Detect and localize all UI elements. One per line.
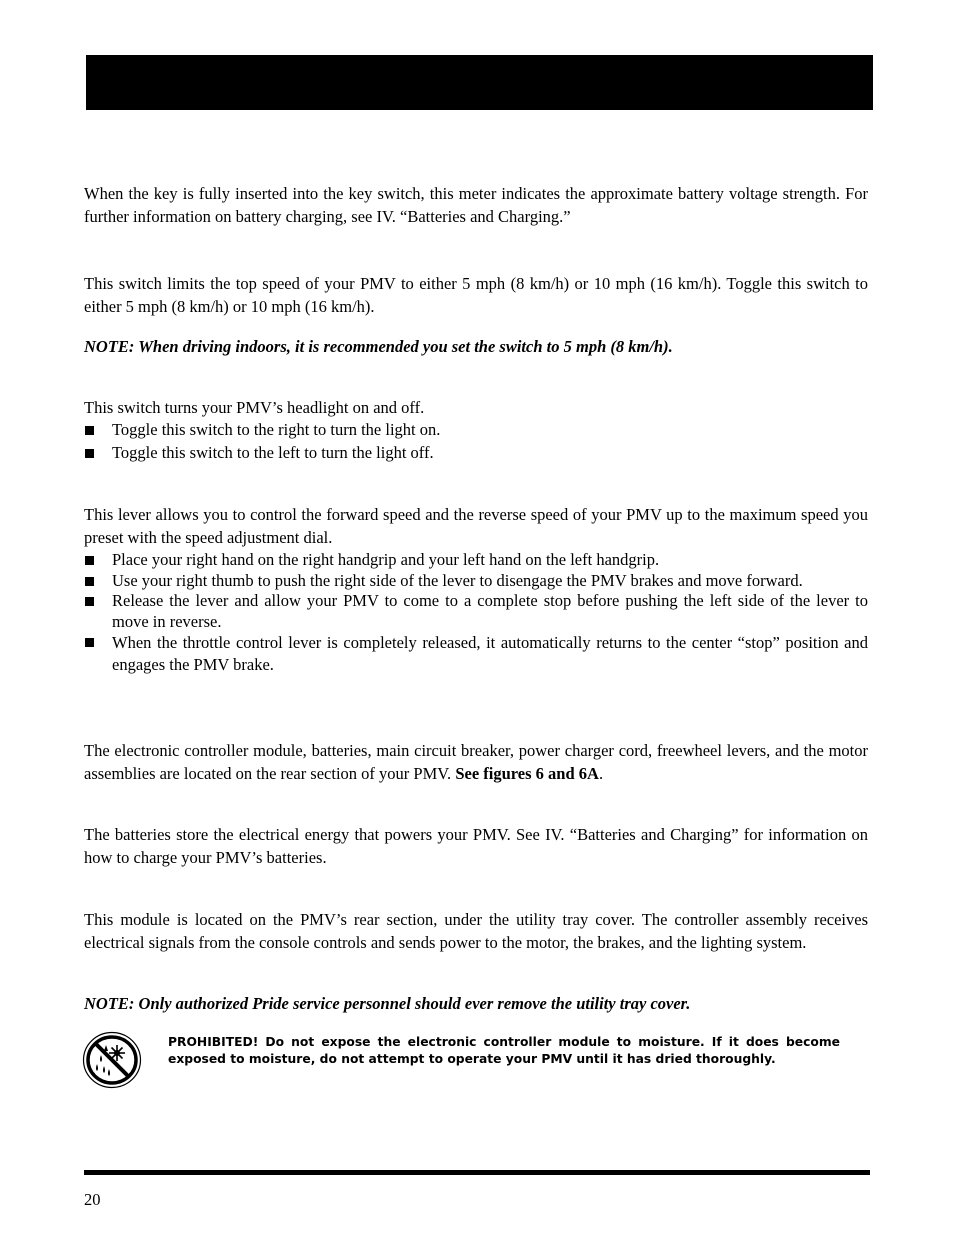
- bullet-square-icon: [85, 556, 94, 565]
- page-number: 20: [84, 1190, 101, 1209]
- bullet-square-icon: [85, 577, 94, 586]
- list-item: Toggle this switch to the right to turn the light on.: [84, 420, 868, 441]
- speed-switch-note: NOTE: When driving indoors, it is recommended you set the switch to 5 mph (8 km/h).: [84, 337, 673, 356]
- rear-section-paragraph: The electronic controller module, batteries, main circuit breaker, power charger cord, freewheel levers, and the motor assemblies are located on the rear section of your PMV. See figures 6 and 6A.: [84, 741, 868, 783]
- throttle-paragraph: This lever allows you to control the forward speed and the reverse speed of your PMV up to the maximum speed you preset with the speed adjustment dial.: [84, 505, 868, 547]
- batteries-paragraph: The batteries store the electrical energy that powers your PMV. See IV. “Batteries and Charging” for information on how to charge your PMV’s batteries.: [84, 825, 868, 867]
- header-bar: [86, 55, 873, 110]
- prohibited-warning-text: PROHIBITED! Do not expose the electronic controller module to moisture. If it does become exposed to moisture, do not attempt to operate your PMV until it has dried thoroughly.: [168, 1035, 840, 1066]
- headlight-bullets: [84, 420, 868, 463]
- list-item: When the throttle control lever is completely released, it automatically returns to the center “stop” position and engages the PMV brake.: [84, 632, 868, 676]
- bullet-square-icon: [85, 426, 94, 435]
- controller-paragraph: This module is located on the PMV’s rear section, under the utility tray cover. The controller assembly receives electrical signals from the console controls and sends power to the motor, the brakes, and the lighting system.: [84, 910, 868, 952]
- headlight-paragraph: This switch turns your PMV’s headlight on and off.: [84, 398, 425, 417]
- list-item: Use your right thumb to push the right side of the lever to disengage the PMV brakes and move forward.: [84, 571, 868, 592]
- bullet-square-icon: [85, 597, 94, 606]
- controller-note: NOTE: Only authorized Pride service personnel should ever remove the utility tray cover.: [84, 994, 691, 1013]
- throttle-bullets: [84, 550, 868, 676]
- bullet-square-icon: [85, 638, 94, 647]
- battery-meter-paragraph: When the key is fully inserted into the key switch, this meter indicates the approximate battery voltage strength. For further information on battery charging, see IV. “Batteries and Charging.”: [84, 184, 868, 226]
- speed-switch-paragraph: This switch limits the top speed of your PMV to either 5 mph (8 km/h) or 10 mph (16 km/h). Toggle this switch to either 5 mph (8 km/h) or 10 mph (16 km/h).: [84, 274, 868, 316]
- list-item: Toggle this switch to the left to turn the light off.: [84, 443, 868, 464]
- figure-reference: See figures 6 and 6A: [455, 764, 599, 783]
- list-item: Release the lever and allow your PMV to come to a complete stop before pushing the left side of the lever to move in reverse.: [84, 591, 868, 632]
- no-moisture-icon: [82, 1031, 142, 1089]
- footer-rule: [84, 1170, 870, 1175]
- bullet-square-icon: [85, 449, 94, 458]
- list-item: Place your right hand on the right handgrip and your left hand on the left handgrip.: [84, 550, 868, 571]
